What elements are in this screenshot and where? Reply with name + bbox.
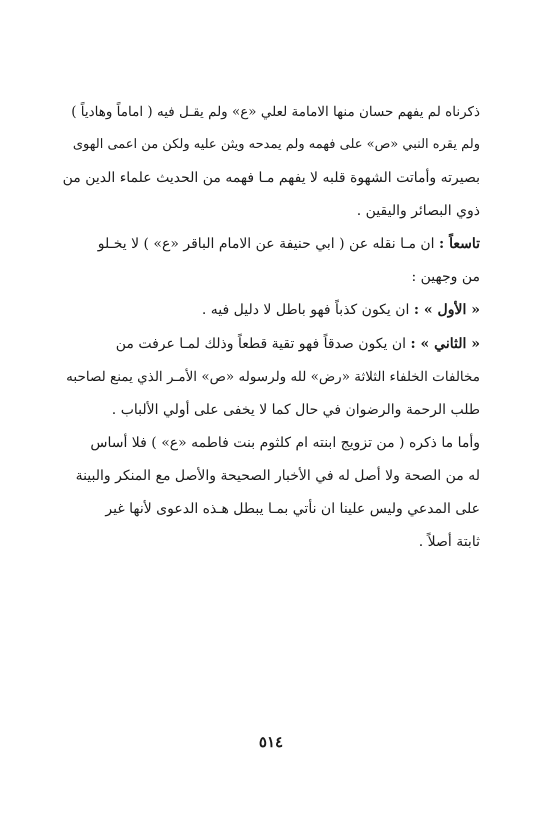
last-paragraph-line3: على المدعي وليس علينا ان نأتي بمـا يبطل هـذه الدعوى لأنها غير [105, 501, 480, 517]
first-option-label: « الأول » : [413, 302, 480, 318]
last-paragraph-line1: وأما ما ذكره ( من تزويج ابنته ام كلثوم بنت فاطمه «ع» ) فلا أساس [90, 435, 480, 451]
ninth-point-label: تاسعاً : [439, 236, 480, 252]
first-option-text: ان يكون كذباً فهو باطل لا دليل فيه . [201, 302, 410, 318]
last-paragraph-line2: له من الصحة ولا أصل له في الأخبار الصحيحة والأصل مع المنكر والبينة [75, 468, 480, 484]
second-option-line3: طلب الرحمة والرضوان في حال كما لا يخفى على أولي الألباب . [111, 402, 480, 418]
ninth-point-text: ان مـا نقله عن ( ابي حنيفة عن الامام الباقر «ع» ) لا يخـلو [97, 236, 435, 252]
ninth-point-line2: من وجهين : [411, 269, 480, 285]
paragraph1-line1: ذكرناه لم يفهم حسان منها الامامة لعلي «ع» ولم يقـل فيه ( اماماً وهادياً ) [71, 104, 480, 120]
paragraph1-line2: ولم يقره النبي «ص» على فهمه ولم يمدحه ويثن عليه ولكن من اعمى الهوى [72, 137, 480, 152]
first-option-line [202, 301, 480, 319]
paragraph1-line4: ذوي البصائر واليقين . [356, 203, 480, 219]
second-option-line1 [116, 335, 480, 353]
ninth-point-line1 [98, 235, 480, 253]
paragraph1-line3: بصيرته وأماتت الشهوة قلبه لا يفهم مـا فهمه من الحديث علماء الدين من [62, 170, 480, 186]
second-option-line2: مخالفات الخلفاء الثلاثة «رض» لله ولرسوله «ص» الأمـر الذي يمنع لصاحبه [66, 369, 480, 385]
page-number: ٥١٤ [258, 733, 284, 751]
last-paragraph-line4: ثابتة أصلاً . [418, 534, 480, 550]
second-option-text: ان يكون صدقاً فهو تقية قطعاً وذلك لمـا عرفت من [115, 336, 407, 352]
second-option-label: « الثاني » : [410, 336, 480, 352]
